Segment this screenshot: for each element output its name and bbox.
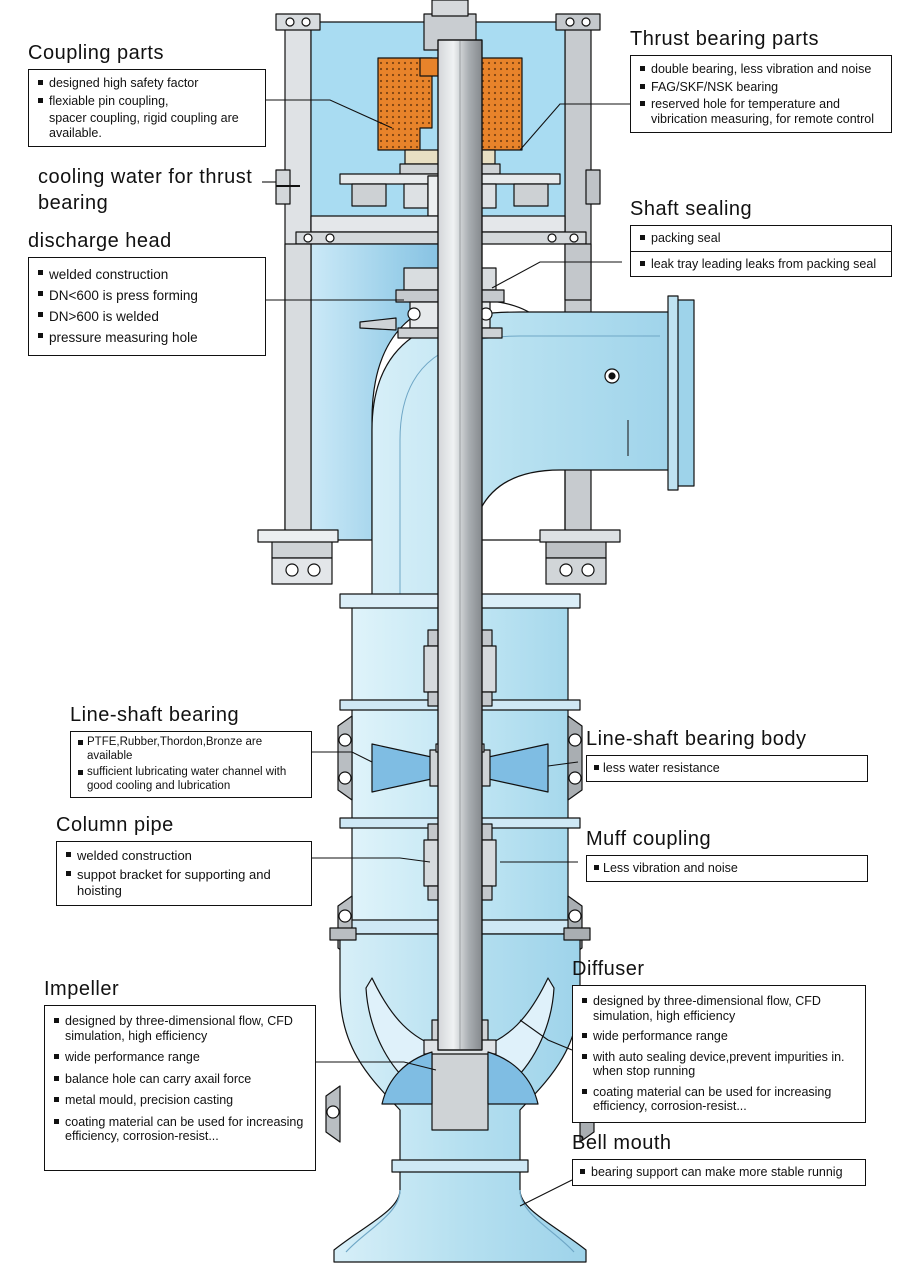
callout-title-thrust-bearing-parts: Thrust bearing parts <box>630 28 819 50</box>
callout-item: DN>600 is welded <box>37 308 257 326</box>
callout-item: pressure measuring hole <box>37 329 257 347</box>
callout-item: designed high safety factor <box>37 76 257 91</box>
callout-item: reserved hole for temperature and vibrication measuring, for remote control <box>639 97 883 126</box>
callout-item: Less vibration and noise <box>593 861 861 876</box>
callout-title-discharge-head: discharge head <box>28 230 172 252</box>
callout-item: bearing support can make more stable runnig <box>579 1165 859 1180</box>
callout-item: coating material can be used for increasing efficiency, corrosion-resist... <box>581 1085 857 1114</box>
callout-box-shaft-sealing <box>630 225 892 277</box>
callout-box-muff-coupling <box>586 855 868 882</box>
callout-item: balance hole can carry axail force <box>53 1072 307 1087</box>
callout-item: designed by three-dimensional flow, CFD simulation, high efficiency <box>581 994 857 1023</box>
callout-box-bell-mouth <box>572 1159 866 1186</box>
callout-box-line-shaft-bearing <box>70 731 312 798</box>
callout-title-impeller: Impeller <box>44 978 120 1000</box>
callout-title-shaft-sealing: Shaft sealing <box>630 198 753 220</box>
callout-box-discharge-head <box>28 257 266 356</box>
callout-title-coupling-parts: Coupling parts <box>28 42 164 64</box>
callout-thrust-bearing-parts <box>630 28 892 133</box>
callout-item: double bearing, less vibration and noise <box>639 62 883 77</box>
callout-item: wide performance range <box>53 1050 307 1065</box>
callout-shaft-sealing <box>630 198 892 277</box>
callout-item: leak tray leading leaks from packing seal <box>639 257 883 272</box>
callout-title-cooling-water: cooling water for thrust bearing <box>38 166 253 214</box>
callout-title-diffuser: Diffuser <box>572 958 645 980</box>
callout-item: designed by three-dimensional flow, CFD simulation, high efficiency <box>53 1014 307 1043</box>
callout-item: flexiable pin coupling, <box>37 94 257 109</box>
callout-title-bell-mouth: Bell mouth <box>572 1132 672 1154</box>
callout-title-line-shaft-bearing-body: Line-shaft bearing body <box>586 728 807 750</box>
callout-line-shaft-bearing-body <box>586 728 868 782</box>
callout-box-diffuser <box>572 985 866 1123</box>
callout-box-impeller <box>44 1005 316 1171</box>
callout-line-shaft-bearing <box>70 704 312 798</box>
callout-title-column-pipe: Column pipe <box>56 814 174 836</box>
callout-item: welded construction <box>65 848 303 864</box>
callout-item: wide performance range <box>581 1029 857 1044</box>
callout-box-coupling-parts <box>28 69 266 147</box>
callout-item: spacer coupling, rigid coupling are available. <box>49 111 239 140</box>
callout-item: coating material can be used for increasing efficiency, corrosion-resist... <box>53 1115 307 1144</box>
callout-item: with auto sealing device,prevent impurities in. when stop running <box>581 1050 857 1079</box>
callout-muff-coupling <box>586 828 868 882</box>
callout-item: metal mould, precision casting <box>53 1093 307 1108</box>
callout-item: less water resistance <box>593 761 861 776</box>
callout-impeller <box>44 978 316 1171</box>
callout-box-column-pipe <box>56 841 312 906</box>
callout-item: DN<600 is press forming <box>37 287 257 305</box>
callout-diffuser <box>572 958 866 1123</box>
callout-coupling-parts <box>28 42 266 147</box>
callout-item: sufficient lubricating water channel with good cooling and lubrication <box>77 766 305 793</box>
callout-item: FAG/SKF/NSK bearing <box>639 80 883 95</box>
callout-item: packing seal <box>639 231 883 246</box>
callout-item: PTFE,Rubber,Thordon,Bronze are available <box>77 736 305 763</box>
callout-box-line-shaft-bearing-body <box>586 755 868 782</box>
callout-bell-mouth <box>572 1132 866 1186</box>
callout-item: welded construction <box>37 266 257 284</box>
callout-title-muff-coupling: Muff coupling <box>586 828 712 850</box>
callout-title-line-shaft-bearing: Line-shaft bearing <box>70 704 240 726</box>
callout-item: suppot bracket for supporting and hoisting <box>65 867 303 899</box>
callout-box-thrust-bearing-parts <box>630 55 892 133</box>
callout-column-pipe <box>56 814 312 906</box>
callout-discharge-head <box>28 230 266 356</box>
